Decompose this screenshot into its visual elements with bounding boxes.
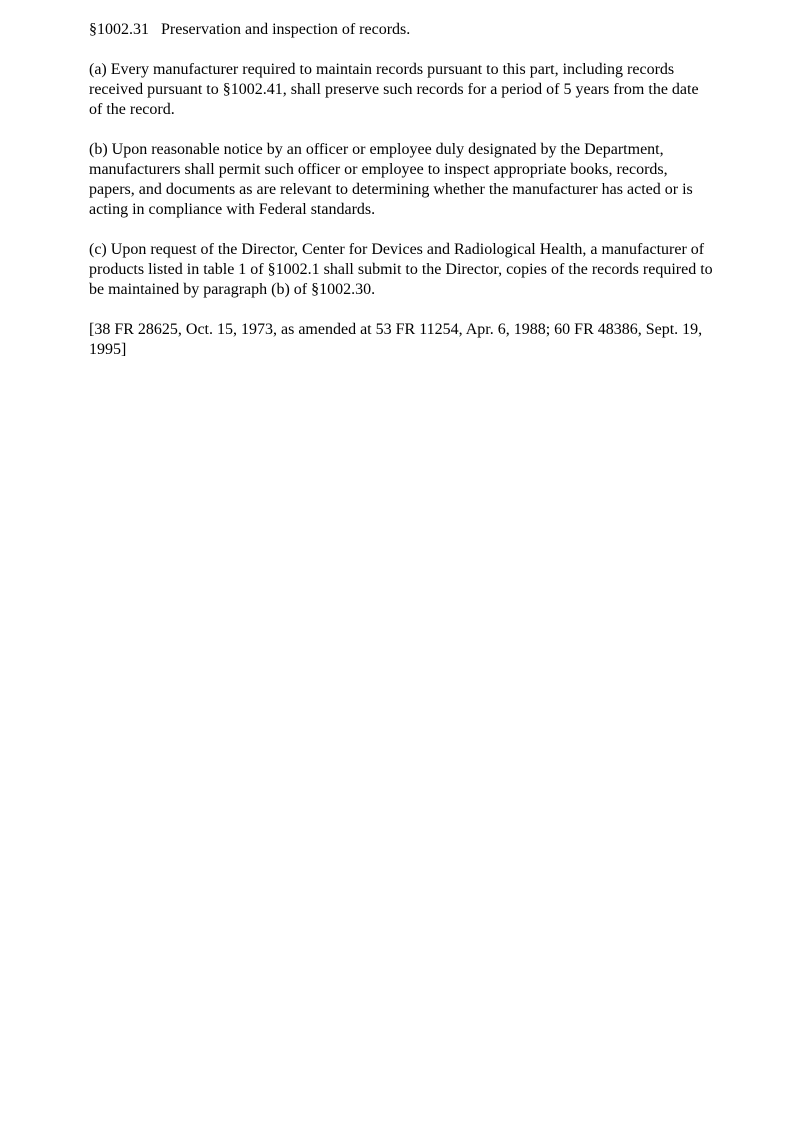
paragraph-a: (a) Every manufacturer required to maintain records pursuant to this part, including records received pursuant to §1002.41, shall preserve such records for a period of 5 years from the date of the record. — [89, 61, 699, 118]
source-citation: [38 FR 28625, Oct. 15, 1973, as amended at 53 FR 11254, Apr. 6, 1988; 60 FR 48386, Sept. 19, 1995] — [89, 321, 703, 358]
paragraph-b: (b) Upon reasonable notice by an officer or employee duly designated by the Department, manufacturers shall permit such officer or employee to inspect appropriate books, records, papers, and documents as are relevant to determining whether the manufacturer has acted or is acting in compliance with Federal standards. — [89, 141, 693, 218]
document-page — [89, 20, 714, 360]
section-heading: §1002.31 Preservation and inspection of records. — [89, 21, 411, 38]
paragraph-c: (c) Upon request of the Director, Center for Devices and Radiological Health, a manufacturer of products listed in table 1 of §1002.1 shall submit to the Director, copies of the records required to be maintained by paragraph (b) of §1002.30. — [89, 241, 713, 298]
